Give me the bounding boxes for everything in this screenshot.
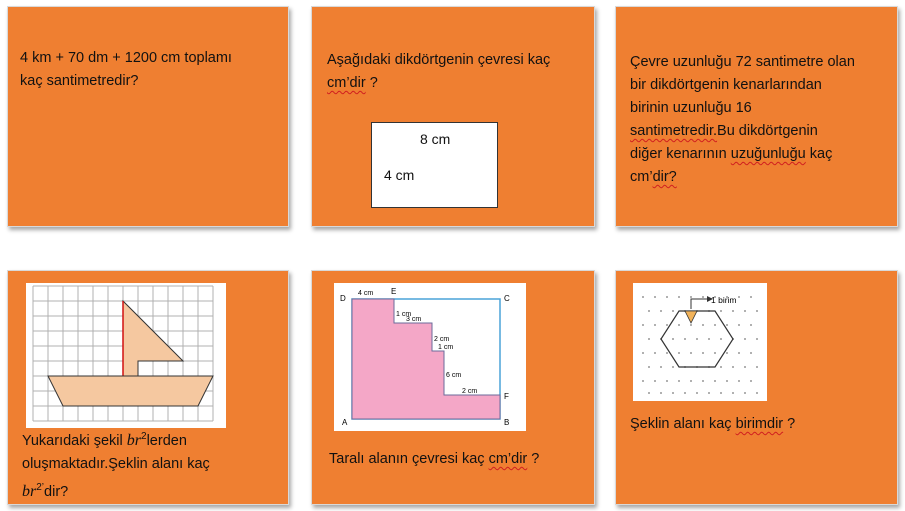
math-unit: br [22, 482, 37, 500]
question-line: kaç santimetredir? [20, 73, 139, 89]
question-line: 4 km + 70 dm + 1200 cm toplamı [20, 50, 232, 66]
arrow-icon [691, 299, 707, 309]
text-span: Taralı alanın çevresi kaç [329, 451, 489, 467]
text-span: ? [527, 451, 540, 467]
text-span: diğer kenarının [630, 146, 731, 162]
question-text-2 [327, 49, 550, 95]
question-line [630, 143, 855, 166]
question-line [22, 425, 210, 453]
sailboat-grid-figure [26, 283, 226, 428]
question-card-2 [311, 6, 595, 227]
label-h2: 1 cm [438, 344, 454, 351]
vertex-e: E [391, 287, 397, 296]
question-line: birinin uzunluğu 16 [630, 100, 752, 116]
question-mark: ? [365, 75, 378, 91]
text-span: ? [783, 416, 796, 432]
squiggle-word: dir? [652, 169, 677, 185]
question-text-1 [20, 47, 232, 93]
label-v3: 6 cm [446, 372, 462, 379]
question-line [630, 166, 855, 189]
question-text-5 [329, 448, 539, 471]
label-h1: 3 cm [406, 316, 422, 323]
question-line [22, 476, 210, 504]
math-sup: 2’ [36, 481, 45, 493]
squiggle-word: cm’dir [488, 451, 528, 467]
unit-triangle [685, 311, 697, 323]
shaded-region [352, 299, 500, 419]
label-v2: 2 cm [434, 336, 450, 343]
label-v1: 1 cm [396, 311, 412, 318]
text-span: cm’ [630, 169, 653, 185]
question-line: Çevre uzunluğu 72 santimetre olan [630, 54, 855, 70]
vertex-b: B [504, 418, 510, 427]
vertex-a: A [342, 418, 348, 427]
text-span: Yukarıdaki şekil [22, 432, 127, 449]
question-card-6 [615, 270, 898, 505]
label-h3: 2 cm [462, 388, 478, 395]
label-top: 4 cm [358, 290, 374, 297]
question-text-4 [22, 425, 210, 504]
unit-label: 1 birim [711, 295, 737, 305]
text-span: dir? [44, 483, 69, 500]
question-line: bir dikdörtgenin kenarlarından [630, 77, 822, 93]
math-unit: br [126, 431, 142, 449]
rect-height-label: 4 cm [384, 167, 415, 183]
text-span: Şeklin alanı kaç [630, 416, 736, 432]
vertex-c: C [504, 294, 510, 303]
vertex-f: F [504, 392, 509, 401]
unit-word: cm’dir [327, 75, 366, 91]
hull-shape [48, 376, 213, 406]
text-span: lerden [146, 432, 187, 449]
question-text-6 [630, 413, 795, 436]
hexagon-figure [633, 283, 767, 401]
question-text-3 [630, 51, 855, 189]
sailboat-svg [26, 283, 226, 428]
math-sup: 2 [141, 431, 147, 442]
question-card-1 [7, 6, 289, 227]
staircase-figure [334, 283, 526, 431]
question-line: oluşmaktadır.Şeklin alanı kaç [22, 455, 210, 472]
vertex-d: D [340, 294, 346, 303]
question-line: Aşağıdaki dikdörtgenin çevresi kaç [327, 52, 551, 68]
hexagon-svg [633, 283, 767, 401]
rect-width-label: 8 cm [420, 131, 451, 147]
squiggle-word: santimetredir. [630, 123, 718, 139]
question-card-3 [615, 6, 898, 227]
squiggle-word: uzuğunluğu [730, 146, 806, 162]
question-card-4 [7, 270, 289, 505]
squiggle-word: birimdir [735, 416, 784, 432]
question-line [327, 72, 550, 95]
question-line [630, 120, 855, 143]
rectangle-figure [371, 122, 498, 208]
staircase-svg [334, 283, 526, 431]
text-span: kaç [805, 146, 833, 162]
text-span: Bu dikdörtgenin [717, 123, 818, 139]
question-card-5 [311, 270, 595, 505]
